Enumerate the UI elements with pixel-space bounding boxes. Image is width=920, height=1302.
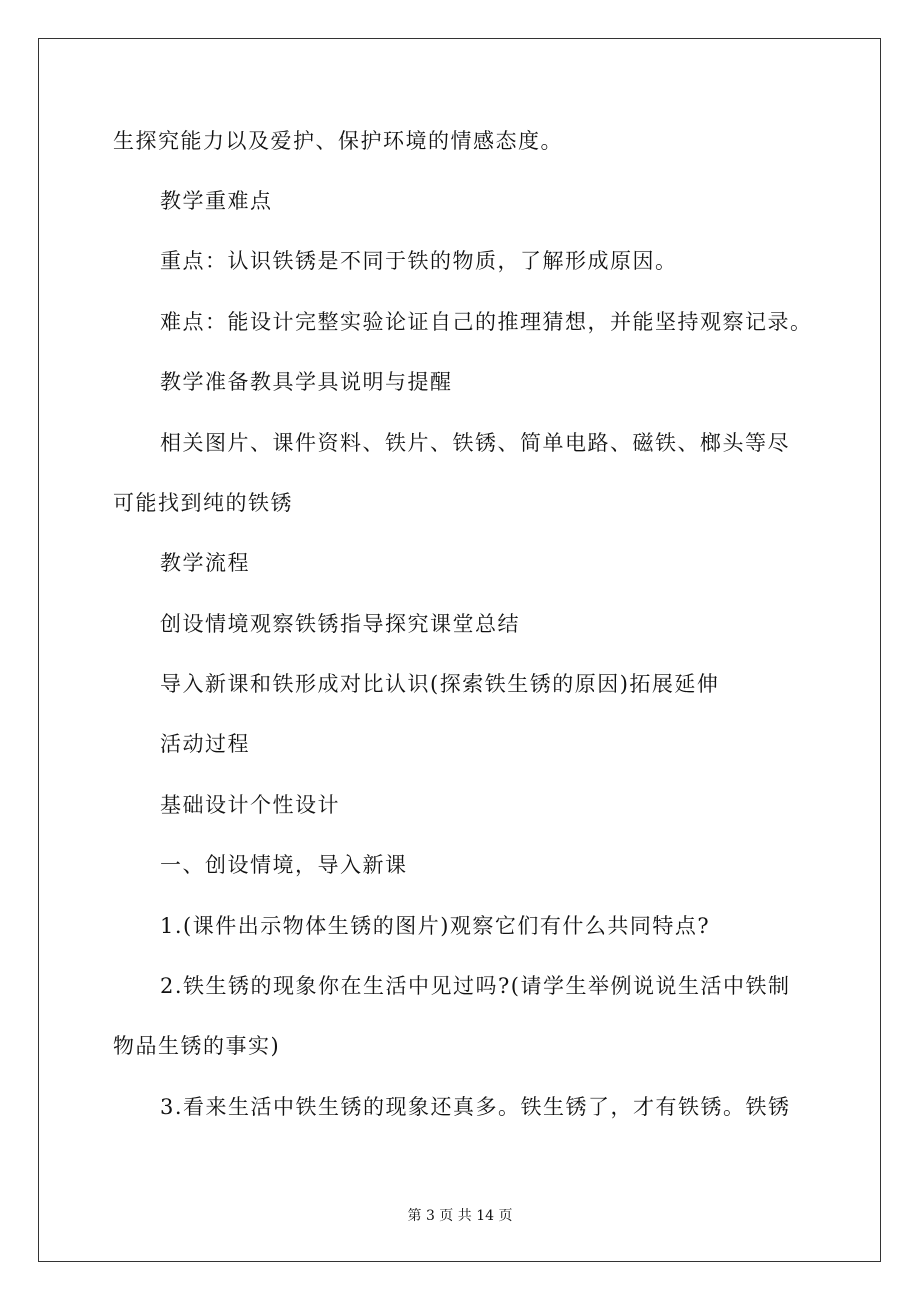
section-heading: 教学流程 — [160, 551, 250, 575]
section-heading: 活动过程 — [160, 732, 250, 756]
text-line: 相关图片、课件资料、铁片、铁锈、简单电路、磁铁、榔头等尽 — [160, 431, 790, 455]
text-line: 生探究能力以及爱护、保护环境的情感态度。 — [113, 129, 563, 153]
section-heading: 教学重难点 — [160, 189, 273, 213]
text-line: 导入新课和铁形成对比认识(探索铁生锈的原因)拓展延伸 — [160, 672, 720, 696]
section-heading: 教学准备教具学具说明与提醒 — [160, 370, 453, 394]
text-line: 物品生锈的事实) — [113, 1034, 281, 1058]
text-line: 可能找到纯的铁锈 — [113, 491, 293, 515]
text-line: 3.看来生活中铁生锈的现象还真多。铁生锈了，才有铁锈。铁锈 — [160, 1095, 791, 1119]
text-line: 重点：认识铁锈是不同于铁的物质，了解形成原因。 — [160, 249, 678, 273]
page-number: 第 3 页 共 14 页 — [407, 1208, 513, 1224]
text-line: 1.(课件出示物体生锈的图片)观察它们有什么共同特点? — [160, 914, 711, 938]
text-line: 难点：能设计完整实验论证自己的推理猜想，并能坚持观察记录。 — [160, 310, 813, 334]
text-line: 基础设计个性设计 — [160, 793, 340, 817]
section-heading: 一、创设情境，导入新课 — [160, 853, 408, 877]
text-line: 创设情境观察铁锈指导探究课堂总结 — [160, 612, 520, 636]
page-border — [38, 38, 881, 1262]
text-line: 2.铁生锈的现象你在生活中见过吗?(请学生举例说说生活中铁制 — [160, 974, 791, 998]
